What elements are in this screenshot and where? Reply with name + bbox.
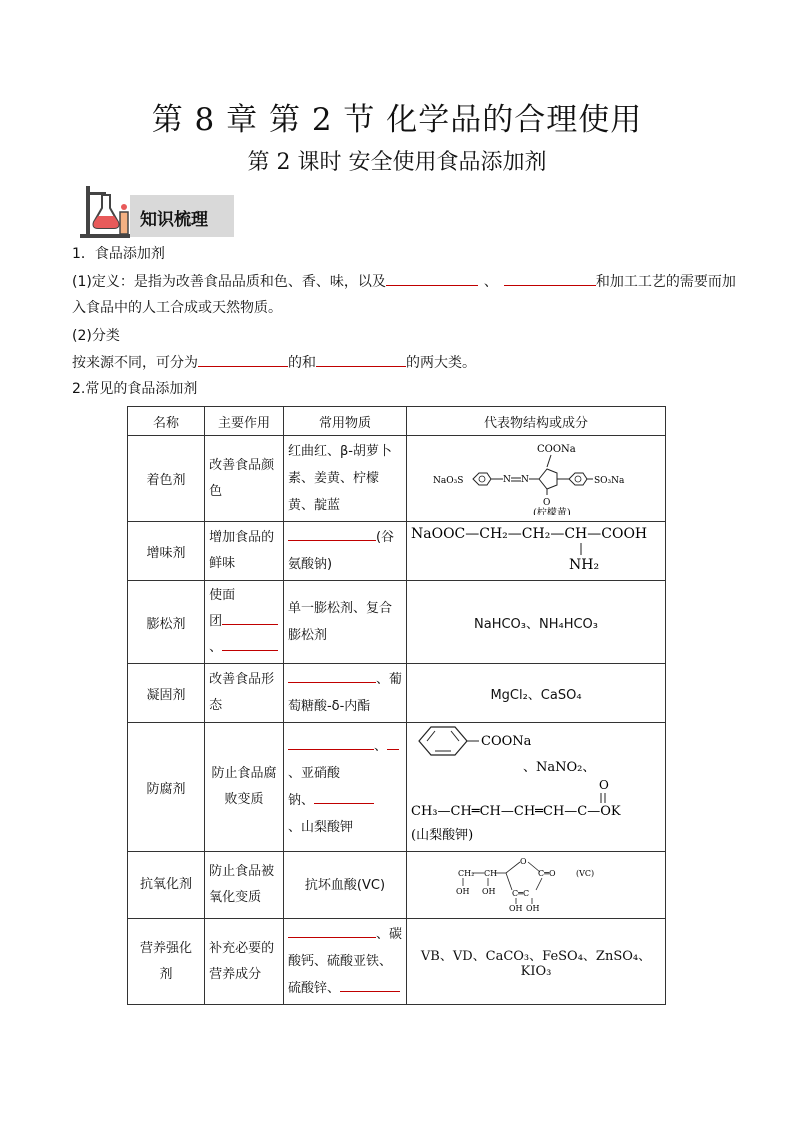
section-band — [130, 195, 234, 237]
table-row — [128, 522, 666, 581]
row-function: 增加食品的鲜味 — [205, 522, 284, 581]
header-name: 名称 — [128, 407, 205, 436]
subs-text: 酸钙、硫酸亚铁、 — [287, 954, 392, 969]
msg-structure — [409, 523, 659, 575]
tartrazine-structure — [411, 439, 661, 515]
classify-text-b: 的和 — [288, 355, 316, 371]
struct-carbonyl: C═O — [538, 869, 556, 878]
struct-ch2: CH₂ — [458, 869, 475, 878]
func-text: 使面 — [209, 588, 236, 603]
preservative-structures — [409, 723, 659, 847]
item2-title: 2.常见的食品添加剂 — [72, 381, 198, 397]
row-name: 凝固剂 — [128, 664, 205, 723]
row-name: 营养强化剂 — [128, 919, 205, 1005]
blank-preservative-3[interactable] — [314, 790, 374, 804]
row-structure: MgCl₂、CaSO₄ — [407, 664, 666, 723]
row-substances: 红曲红、β-胡萝卜素、姜黄、柠檬黄、靛蓝 — [283, 436, 406, 522]
blank-nutrient-2[interactable] — [340, 978, 400, 992]
blank-preservative-2[interactable] — [387, 736, 399, 750]
struct-right-group: SO₃Na — [594, 475, 625, 486]
subs-text: 、葡 — [375, 672, 402, 687]
subs-text: 、碳 — [375, 927, 402, 942]
classify-text-a: 按来源不同，可分为 — [72, 355, 198, 371]
func-text: 、 — [209, 640, 223, 655]
row-function: 改善食品颜色 — [205, 436, 284, 522]
row-structure: VB、VD、CaCO₃、FeSO₄、ZnSO₄、KIO₃ — [407, 919, 666, 1005]
row-structure — [407, 522, 666, 581]
row-function: 改善食品形态 — [205, 664, 284, 723]
table-header-row — [128, 407, 666, 436]
row-structure — [407, 852, 666, 919]
blank-leavening-1[interactable] — [222, 611, 278, 625]
struct-coona: COONa — [537, 443, 576, 455]
struct-oh3: OH — [509, 904, 523, 912]
subs-text: 萄糖酸-δ-内酯 — [287, 699, 371, 714]
row-function: 防止食品被氧化变质 — [205, 852, 284, 919]
definition-text-b: 和加工工艺的需要而加 — [595, 274, 736, 290]
struct-amine: NH₂ — [569, 557, 600, 573]
row-name: 防腐剂 — [128, 723, 205, 852]
additives-table — [127, 406, 666, 1005]
struct-left-group: NaO₃S — [433, 475, 464, 486]
struct-ring-oxygen: O — [520, 857, 527, 866]
subs-text: 、亚硝酸 — [287, 766, 340, 781]
blank-nutrient-1[interactable] — [288, 924, 376, 938]
table-row — [128, 852, 666, 919]
subs-text: 氨酸钠) — [287, 557, 333, 572]
row-function: 防止食品腐败变质 — [205, 723, 284, 852]
header-function: 主要作用 — [205, 407, 284, 436]
blank-coagulant[interactable] — [288, 669, 376, 683]
subs-text: 钠、 — [287, 793, 314, 808]
definition-line-1 — [72, 271, 736, 292]
table-row — [128, 436, 666, 522]
row-substances — [283, 522, 406, 581]
subs-text: 硫酸锌、 — [287, 981, 340, 996]
struct-main-chain: NaOOC—CH₂—CH₂—CH—COOH — [411, 526, 648, 542]
row-substances — [283, 723, 406, 852]
vitamin-c-structure — [436, 854, 636, 912]
page-subtitle: 第 2 课时 安全使用食品添加剂 — [247, 150, 547, 175]
struct-caption: (柠檬黄) — [533, 507, 571, 515]
row-structure: NaHCO₃、NH₄HCO₃ — [407, 581, 666, 664]
table-row — [128, 919, 666, 1005]
blank-definition-1[interactable] — [386, 271, 478, 286]
row-name: 增味剂 — [128, 522, 205, 581]
func-text: 团 — [209, 614, 223, 629]
subs-text: 、山梨酸钾 — [287, 820, 353, 835]
struct-n1: N — [503, 474, 511, 485]
table-row — [128, 664, 666, 723]
struct-cc: C═C — [512, 889, 530, 898]
row-name: 抗氧化剂 — [128, 852, 205, 919]
subs-text: 、 — [373, 739, 387, 754]
struct-sorbate-chain: CH₃—CH═CH—CH═CH—C—OK — [411, 804, 621, 819]
classify-text-c: 的两大类。 — [406, 355, 476, 371]
table-row — [128, 723, 666, 852]
section-header — [76, 182, 236, 240]
row-substances: 抗坏血酸(VC) — [283, 852, 406, 919]
section-label: 知识梳理 — [140, 210, 208, 230]
blank-flavor[interactable] — [288, 527, 376, 541]
row-substances — [283, 664, 406, 723]
table-row — [128, 581, 666, 664]
struct-vc-label: (VC) — [576, 869, 595, 878]
row-name: 膨松剂 — [128, 581, 205, 664]
row-structure — [407, 436, 666, 522]
row-function — [205, 581, 284, 664]
classify-line — [72, 352, 476, 373]
item1-title: 1．食品添加剂 — [72, 246, 165, 262]
struct-ch: CH — [484, 869, 498, 878]
struct-nitrite: 、NaNO₂、 — [523, 760, 596, 775]
struct-benzoate: COONa — [481, 734, 532, 749]
blank-preservative-1[interactable] — [288, 736, 374, 750]
struct-n2: N — [521, 474, 529, 485]
row-substances: 单一膨松剂、复合膨松剂 — [283, 581, 406, 664]
row-name: 着色剂 — [128, 436, 205, 522]
struct-oh4: OH — [526, 904, 540, 912]
header-substances: 常用物质 — [283, 407, 406, 436]
row-function: 补充必要的营养成分 — [205, 919, 284, 1005]
definition-sep: 、 — [483, 274, 498, 290]
definition-text-a: (1)定义：是指为改善食品品质和色、香、味，以及 — [72, 274, 386, 290]
struct-oh1: OH — [456, 887, 470, 896]
blank-definition-2[interactable] — [504, 271, 596, 286]
blank-classify-2[interactable] — [316, 352, 406, 367]
struct-oh2: OH — [482, 887, 496, 896]
struct-caption: (山梨酸钾) — [411, 828, 474, 843]
blank-leavening-2[interactable] — [222, 637, 278, 651]
blank-classify-1[interactable] — [198, 352, 288, 367]
row-structure — [407, 723, 666, 852]
header-structure: 代表物结构或成分 — [407, 407, 666, 436]
struct-oxygen: O — [543, 497, 551, 508]
lab-flask-icon — [76, 182, 134, 240]
row-substances — [283, 919, 406, 1005]
subs-text: (谷 — [375, 530, 395, 545]
definition-line-2: 入食品中的人工合成或天然物质。 — [72, 300, 282, 316]
page-title: 第 8 章 第 2 节 化学品的合理使用 — [151, 102, 643, 138]
classify-title: (2)分类 — [72, 328, 120, 344]
struct-carbonyl-oxygen: O — [599, 778, 609, 792]
